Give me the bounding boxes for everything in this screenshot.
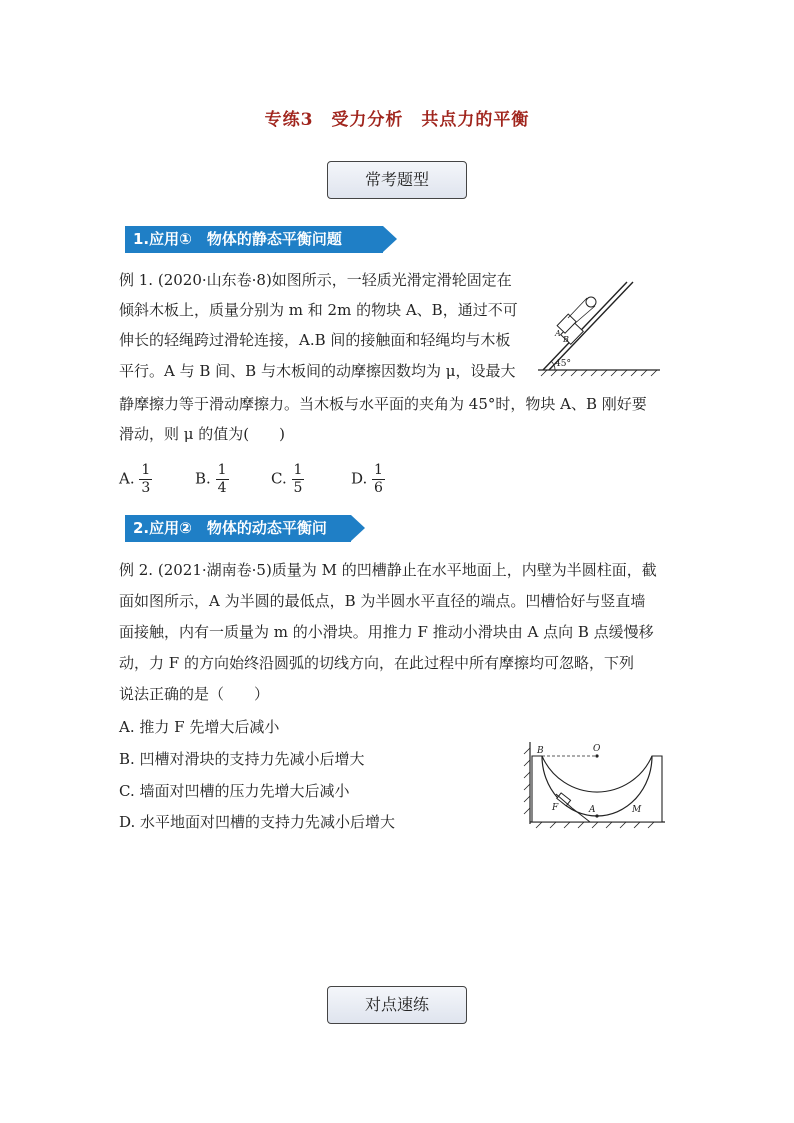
ex1-line-5: 静摩擦力等于滑动摩擦力。当木板与水平面的夹角为 45°时，物块 A、B 刚好要 xyxy=(119,395,647,413)
point-o-label: O xyxy=(593,744,601,754)
block-a-label: A xyxy=(555,329,561,338)
ex2-line-3: 面接触，内有一质量为 m 的小滑块。用推力 F 推动小滑块由 A 点向 B 点缓慢移 xyxy=(119,623,654,641)
incline-figure xyxy=(535,278,665,378)
fraction: $\frac{1}{6}$ xyxy=(374,462,383,496)
page-title: 专练3 受力分析 共点力的平衡 xyxy=(264,110,530,130)
fraction: $\frac{1}{3}$ xyxy=(141,462,151,496)
ex1-line-6: 滑动，则 μ 的值为( ) xyxy=(119,425,285,443)
ex2-choice-a[interactable]: A. 推力 F 先增大后减小 xyxy=(119,718,280,736)
practice-box: 对点速练 xyxy=(327,986,467,1024)
section-1-header: 1.应用① 物体的静态平衡问题 xyxy=(125,226,383,253)
ex2-line-2: 面如图所示，A 为半圆的最低点，B 为半圆水平直径的端点。凹槽恰好与竖直墙 xyxy=(119,592,646,610)
point-a-label: A xyxy=(589,805,596,815)
common-types-box: 常考题型 xyxy=(327,161,467,199)
force-f-label: F xyxy=(552,803,559,813)
ex2-choice-c[interactable]: C. 墙面对凹槽的压力先增大后减小 xyxy=(119,782,350,800)
ex1-option-a[interactable]: A. $\frac{1}{3}$ xyxy=(119,462,151,496)
fraction: $\frac{1}{4}$ xyxy=(217,462,227,496)
groove-m-label: M xyxy=(632,805,642,815)
fraction: $\frac{1}{5}$ xyxy=(293,462,303,496)
ex1-line-3: 伸长的轻绳跨过滑轮连接，A.B 间的接触面和轻绳均与木板 xyxy=(119,331,511,349)
ex1-line-4: 平行。A 与 B 间、B 与木板间的动摩擦因数均为 μ，设最大 xyxy=(119,362,516,380)
ex1-option-d[interactable]: D. $\frac{1}{6}$ xyxy=(351,462,383,496)
section-2-header: 2.应用② 物体的动态平衡问 xyxy=(125,515,351,542)
ex1-line-2: 倾斜木板上，质量分别为 m 和 2m 的物块 A、B，通过不可 xyxy=(119,301,518,319)
block-b-label: B xyxy=(563,335,569,344)
ex2-line-4: 动，力 F 的方向始终沿圆弧的切线方向，在此过程中所有摩擦均可忽略，下列 xyxy=(119,654,634,672)
groove-figure xyxy=(520,738,670,830)
ex1-option-c[interactable]: C. $\frac{1}{5}$ xyxy=(271,462,303,496)
ex1-line-1: 例 1. (2020·山东卷·8)如图所示，一轻质光滑定滑轮固定在 xyxy=(119,271,512,289)
ex1-option-b[interactable]: B. $\frac{1}{4}$ xyxy=(195,462,227,496)
ex2-choice-b[interactable]: B. 凹槽对滑块的支持力先减小后增大 xyxy=(119,750,365,768)
ex2-line-1: 例 2. (2021·湖南卷·5)质量为 M 的凹槽静止在水平地面上，内壁为半圆柱面，截 xyxy=(119,561,657,579)
ex2-choice-d[interactable]: D. 水平地面对凹槽的支持力先减小后增大 xyxy=(119,813,396,831)
point-b-label: B xyxy=(537,746,544,756)
angle-label: 45° xyxy=(555,359,571,369)
ex2-line-5: 说法正确的是（ ） xyxy=(119,685,270,703)
